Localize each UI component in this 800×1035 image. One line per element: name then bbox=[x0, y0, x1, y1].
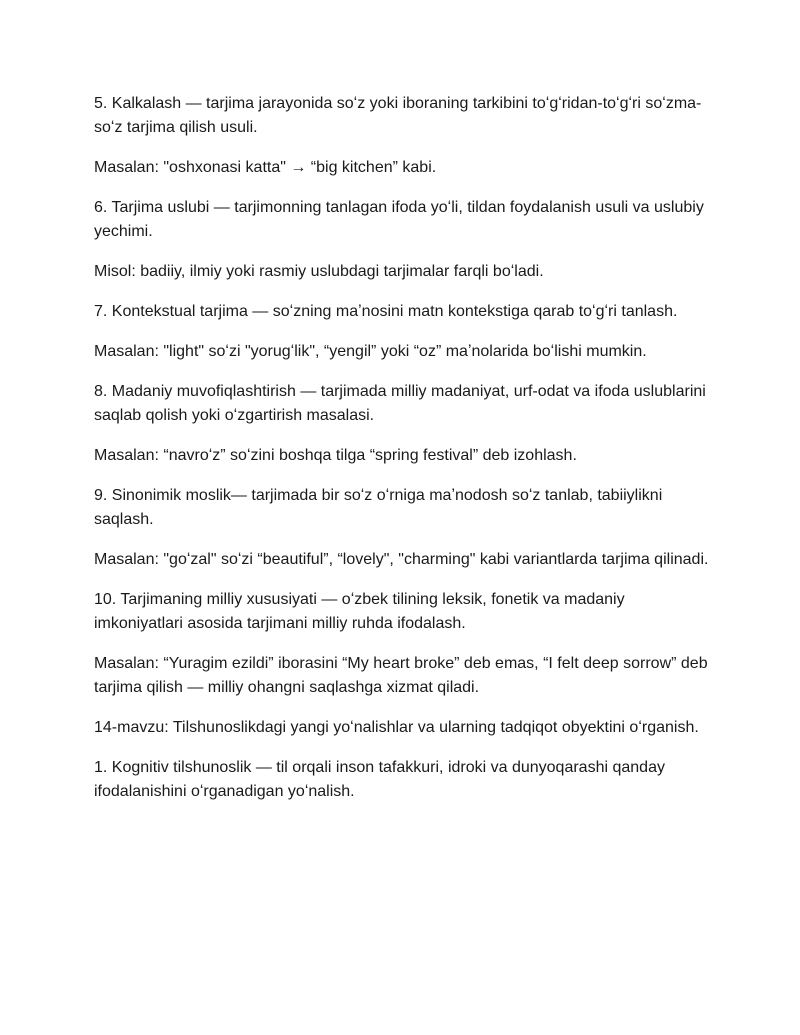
paragraph-tarjima-uslubi: 6. Tarjima uslubi — tarjimonning tanlagan ifoda yoʻli, tildan foydalanish usuli va uslubiy yechimi. bbox=[94, 199, 704, 240]
paragraph-sinonimik-moslik: 9. Sinonimik moslik— tarjimada bir soʻz oʻrniga maʼnodosh soʻz tanlab, tabiiylikni saqlash. bbox=[94, 487, 663, 528]
paragraph-kognitiv-tilshunoslik: 1. Kognitiv tilshunoslik — til orqali inson tafakkuri, idroki va dunyoqarashi qanday ifodalanishini oʻrganadigan yoʻnalish. bbox=[94, 759, 665, 800]
paragraph-kalkalash: 5. Kalkalash — tarjima jarayonida soʻz yoki iboraning tarkibini toʻgʻridan-toʻgʻri soʻzma-soʻz tarjima qilish usuli. bbox=[94, 95, 702, 136]
paragraph-tarjima-uslubi-example: Misol: badiiy, ilmiy yoki rasmiy uslubdagi tarjimalar farqli boʻladi. bbox=[94, 263, 544, 280]
paragraph-madaniy-muvofiqlashtirish: 8. Madaniy muvofiqlashtirish — tarjimada milliy madaniyat, urf-odat va ifoda uslublarini saqlab qolish yoki oʻzgartirish masalasi. bbox=[94, 383, 706, 424]
paragraph-sinonimik-example: Masalan: "goʻzal" soʻzi “beautiful”, “lovely", "charming" kabi variantlarda tarjima qilinadi. bbox=[94, 551, 709, 568]
paragraph-madaniy-example: Masalan: “navroʻz” soʻzini boshqa tilga “spring festival” deb izohlash. bbox=[94, 447, 577, 464]
paragraph-kontekstual-example: Masalan: "light" soʻzi "yorugʻlik", “yengil” yoki “oz” maʼnolarida boʻlishi mumkin. bbox=[94, 343, 647, 360]
paragraph-kalkalash-example: Masalan: "oshxonasi katta" → “big kitchen” kabi. bbox=[94, 159, 437, 176]
document-body bbox=[94, 92, 714, 820]
paragraph-milliy-xususiyat: 10. Tarjimaning milliy xususiyati — oʻzbek tilining leksik, fonetik va madaniy imkoniyatlari asosida tarjimani milliy ruhda ifodalash. bbox=[94, 591, 625, 632]
paragraph-milliy-example: Masalan: “Yuragim ezildi” iborasini “My heart broke” deb emas, “I felt deep sorrow” deb tarjima qilish — milliy ohangni saqlashga xizmat qiladi. bbox=[94, 655, 708, 696]
paragraph-kontekstual-tarjima: 7. Kontekstual tarjima — soʻzning maʼnosini matn kontekstiga qarab toʻgʻri tanlash. bbox=[94, 303, 678, 320]
section-heading-14-mavzu: 14-mavzu: Tilshunoslikdagi yangi yoʻnalishlar va ularning tadqiqot obyektini oʻrganish. bbox=[94, 719, 699, 736]
